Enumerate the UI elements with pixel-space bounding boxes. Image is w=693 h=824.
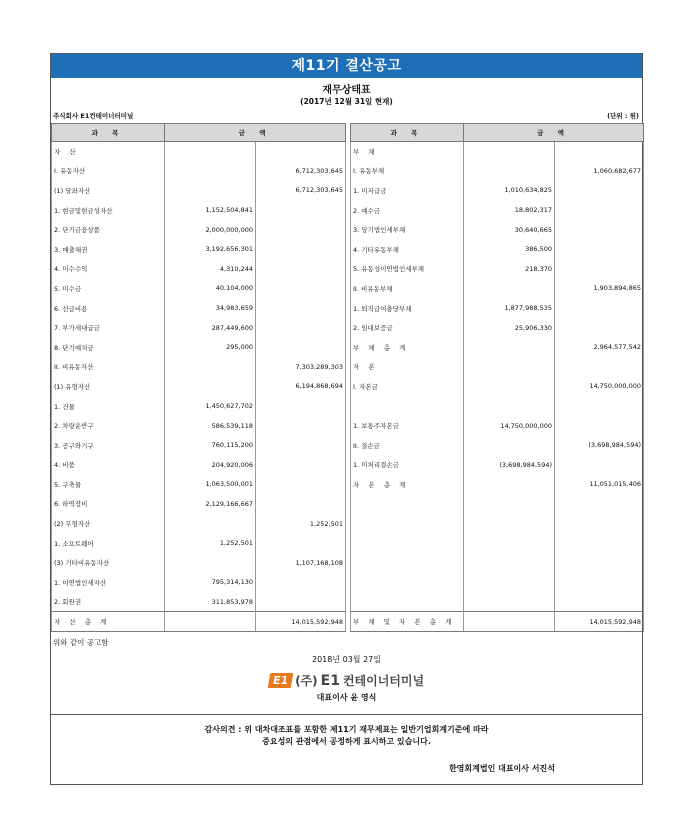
row-total-amount <box>555 396 644 416</box>
row-label: 2. 임대보증금 <box>351 318 464 338</box>
row-detail-amount: 586,539,118 <box>165 416 256 436</box>
row-detail-amount <box>464 553 555 573</box>
row-detail-amount: 795,314,130 <box>165 573 256 593</box>
row-total-amount <box>555 416 644 436</box>
row-label: 2. 단기금융상품 <box>52 220 165 240</box>
row-total-amount <box>256 239 346 259</box>
row-label: 1. 퇴직급여충당부채 <box>351 298 464 318</box>
row-label: 5. 유동성이연법인세부채 <box>351 259 464 279</box>
asset-row <box>52 259 346 279</box>
liability-equity-row <box>351 435 644 455</box>
liabilities-header <box>351 124 644 142</box>
row-detail-amount: 1,450,627,702 <box>165 396 256 416</box>
liability-equity-row <box>351 612 644 632</box>
asset-row <box>52 494 346 514</box>
row-detail-amount: 25,906,330 <box>464 318 555 338</box>
row-detail-amount: 760,115,200 <box>165 435 256 455</box>
asset-row <box>52 573 346 593</box>
auditor-signature: 한영회계법인 대표이사 서진석 <box>448 763 555 773</box>
notice-statement: 위와 같이 공고함 <box>53 637 109 647</box>
row-total-amount: 7,303,289,303 <box>256 357 346 377</box>
row-label: 4. 미수수익 <box>52 259 165 279</box>
row-total-amount <box>555 220 644 240</box>
liability-equity-row <box>351 161 644 181</box>
row-detail-amount <box>464 494 555 514</box>
announcement-title: 제11기 결산공고 <box>51 54 642 78</box>
asset-row <box>52 357 346 377</box>
row-total-amount: 14,015,592,948 <box>555 612 644 632</box>
row-total-amount <box>256 259 346 279</box>
e1-badge-icon: E1 <box>268 673 294 688</box>
row-total-amount <box>555 298 644 318</box>
audit-opinion <box>51 724 642 748</box>
row-detail-amount <box>464 396 555 416</box>
asset-row <box>52 200 346 220</box>
company-row <box>51 109 642 123</box>
divider <box>51 714 642 715</box>
row-label: 1. 소프트웨어 <box>52 533 165 553</box>
header-item: 과 목 <box>351 124 464 142</box>
row-detail-amount: 295,000 <box>165 337 256 357</box>
row-detail-amount <box>464 142 555 162</box>
audit-line-2: 중요성의 관점에서 공정하게 표시하고 있습니다. <box>262 736 431 746</box>
asset-row <box>52 592 346 612</box>
liability-equity-row <box>351 181 644 201</box>
row-label: 5. 미수금 <box>52 279 165 299</box>
company-name: 주식회사 E1컨테이너터미널 <box>53 112 134 120</box>
row-detail-amount <box>464 357 555 377</box>
row-total-amount <box>256 318 346 338</box>
assets-header <box>52 124 346 142</box>
liability-equity-row <box>351 298 644 318</box>
row-detail-amount <box>165 181 256 201</box>
row-label: 5. 구축물 <box>52 475 165 495</box>
row-label: 4. 비품 <box>52 455 165 475</box>
row-label: 1. 미처리결손금 <box>351 455 464 475</box>
row-label: I. 자본금 <box>351 377 464 397</box>
row-total-amount <box>555 239 644 259</box>
asset-row <box>52 475 346 495</box>
unit-label: (단위 : 원) <box>607 112 639 120</box>
liability-equity-row <box>351 357 644 377</box>
row-detail-amount <box>464 377 555 397</box>
row-total-amount <box>256 533 346 553</box>
row-label: 6. 선급비용 <box>52 298 165 318</box>
row-detail-amount <box>464 435 555 455</box>
row-total-amount <box>256 298 346 318</box>
liability-equity-row <box>351 533 644 553</box>
liability-equity-row <box>351 475 644 495</box>
row-total-amount <box>256 573 346 593</box>
liability-equity-row <box>351 396 644 416</box>
announcement-date: 2018년 03월 27일 <box>312 654 381 664</box>
row-detail-amount: 1,152,504,841 <box>165 200 256 220</box>
audit-line-1: 감사의견 : 위 대차대조표를 포함한 제11기 재무제표는 일반기업회계기준에 따라 <box>204 724 489 734</box>
row-label: 자 본 총 계 <box>351 475 464 495</box>
row-label: 8. 단기예치금 <box>52 337 165 357</box>
asset-row <box>52 612 346 632</box>
row-total-amount: 11,051,015,406 <box>555 475 644 495</box>
row-label: (3) 기타비유동자산 <box>52 553 165 573</box>
row-total-amount <box>256 142 346 162</box>
row-total-amount <box>555 200 644 220</box>
row-label: 3. 당기법인세부채 <box>351 220 464 240</box>
row-total-amount <box>256 279 346 299</box>
row-total-amount <box>555 592 644 612</box>
row-label <box>351 396 464 416</box>
row-detail-amount <box>165 553 256 573</box>
row-total-amount <box>555 553 644 573</box>
row-total-amount <box>256 455 346 475</box>
header-amount: 금 액 <box>165 124 346 142</box>
row-detail-amount: 1,877,988,535 <box>464 298 555 318</box>
row-total-amount <box>256 220 346 240</box>
row-detail-amount: 18,802,317 <box>464 200 555 220</box>
row-label: 부 채 및 자 본 총 계 <box>351 612 464 632</box>
row-label: 자 본 <box>351 357 464 377</box>
row-total-amount <box>256 337 346 357</box>
asset-row <box>52 279 346 299</box>
row-detail-amount: 204,920,006 <box>165 455 256 475</box>
row-total-amount <box>555 455 644 475</box>
row-detail-amount: 2,000,000,000 <box>165 220 256 240</box>
row-total-amount: 1,903,894,865 <box>555 279 644 299</box>
row-total-amount <box>555 514 644 534</box>
row-detail-amount: 386,500 <box>464 239 555 259</box>
row-label <box>351 494 464 514</box>
row-label <box>351 573 464 593</box>
row-total-amount: 6,712,303,645 <box>256 181 346 201</box>
row-label: 1. 보통주자본금 <box>351 416 464 436</box>
asset-row <box>52 337 346 357</box>
row-label: 2. 예수금 <box>351 200 464 220</box>
asset-row <box>52 377 346 397</box>
company-logo <box>51 670 642 692</box>
row-detail-amount <box>464 514 555 534</box>
row-detail-amount: 287,449,600 <box>165 318 256 338</box>
statement-date: (2017년 12월 31일 현재) <box>300 97 393 106</box>
row-total-amount <box>555 533 644 553</box>
asset-row <box>52 142 346 162</box>
row-detail-amount: 2,129,166,667 <box>165 494 256 514</box>
row-detail-amount <box>165 142 256 162</box>
row-label: 자 산 <box>52 142 165 162</box>
row-label: 7. 부가세대급금 <box>52 318 165 338</box>
asset-row <box>52 181 346 201</box>
row-detail-amount: 30,640,665 <box>464 220 555 240</box>
row-label: II. 비유동자산 <box>52 357 165 377</box>
row-detail-amount: 1,252,501 <box>165 533 256 553</box>
liability-equity-row <box>351 220 644 240</box>
liability-equity-row <box>351 514 644 534</box>
row-detail-amount: 14,750,000,000 <box>464 416 555 436</box>
asset-row <box>52 416 346 436</box>
row-label: 부 채 총 계 <box>351 337 464 357</box>
row-detail-amount <box>165 357 256 377</box>
row-label: 2. 회원권 <box>52 592 165 612</box>
row-label: I. 유동자산 <box>52 161 165 181</box>
row-label: 6. 하역장비 <box>52 494 165 514</box>
liability-equity-row <box>351 553 644 573</box>
row-detail-amount <box>165 377 256 397</box>
row-total-amount: 6,712,303,645 <box>256 161 346 181</box>
liability-equity-row <box>351 279 644 299</box>
row-detail-amount <box>464 573 555 593</box>
row-label: II. 결손금 <box>351 435 464 455</box>
row-label: I. 유동부채 <box>351 161 464 181</box>
row-detail-amount: 311,853,978 <box>165 592 256 612</box>
row-detail-amount <box>464 612 555 632</box>
liability-equity-row <box>351 239 644 259</box>
logo-prefix: (주) <box>295 674 318 689</box>
asset-row <box>52 298 346 318</box>
row-total-amount <box>256 200 346 220</box>
row-label: 부 채 <box>351 142 464 162</box>
statement-title: 재무상태표 <box>322 85 371 96</box>
row-total-amount: 1,060,682,677 <box>555 161 644 181</box>
header-item: 과 목 <box>52 124 165 142</box>
row-label: 4. 기타유동부채 <box>351 239 464 259</box>
row-label: 2. 차량운반구 <box>52 416 165 436</box>
row-detail-amount: 40,104,000 <box>165 279 256 299</box>
row-total-amount <box>256 416 346 436</box>
row-detail-amount <box>165 514 256 534</box>
row-total-amount <box>256 396 346 416</box>
row-total-amount <box>256 494 346 514</box>
row-label: 3. 매출채권 <box>52 239 165 259</box>
row-detail-amount <box>464 161 555 181</box>
liability-equity-row <box>351 142 644 162</box>
row-detail-amount: 3,192,656,301 <box>165 239 256 259</box>
balance-sheet-tables <box>51 123 642 632</box>
row-label <box>351 592 464 612</box>
header-amount: 금 액 <box>464 124 644 142</box>
asset-row <box>52 396 346 416</box>
announcement-sheet <box>50 53 643 785</box>
liability-equity-row <box>351 259 644 279</box>
row-detail-amount <box>464 592 555 612</box>
row-detail-amount <box>464 279 555 299</box>
row-label: (1) 당좌자산 <box>52 181 165 201</box>
row-detail-amount <box>464 533 555 553</box>
asset-row <box>52 553 346 573</box>
assets-table <box>51 123 346 632</box>
row-total-amount: 2,964,577,542 <box>555 337 644 357</box>
asset-row <box>52 318 346 338</box>
row-detail-amount <box>464 475 555 495</box>
asset-row <box>52 220 346 240</box>
row-label: II. 비유동부채 <box>351 279 464 299</box>
row-total-amount: 14,015,592,948 <box>256 612 346 632</box>
row-label: 1. 현금및현금성자산 <box>52 200 165 220</box>
liability-equity-row <box>351 494 644 514</box>
row-total-amount <box>555 573 644 593</box>
row-total-amount <box>555 142 644 162</box>
row-total-amount: 14,750,000,000 <box>555 377 644 397</box>
row-total-amount <box>555 181 644 201</box>
ceo-name: 대표이사 윤 영식 <box>316 692 377 702</box>
row-detail-amount: 218,370 <box>464 259 555 279</box>
row-total-amount <box>555 357 644 377</box>
row-total-amount: 1,252,501 <box>256 514 346 534</box>
liability-equity-row <box>351 573 644 593</box>
row-total-amount <box>555 259 644 279</box>
row-label <box>351 533 464 553</box>
row-detail-amount <box>464 337 555 357</box>
asset-row <box>52 455 346 475</box>
row-detail-amount: 34,983,659 <box>165 298 256 318</box>
row-total-amount <box>555 494 644 514</box>
row-total-amount: 1,107,168,108 <box>256 553 346 573</box>
row-label: 1. 이연법인세자산 <box>52 573 165 593</box>
asset-row <box>52 435 346 455</box>
row-label: 3. 공구와기구 <box>52 435 165 455</box>
row-label: 1. 건물 <box>52 396 165 416</box>
liability-equity-row <box>351 455 644 475</box>
asset-row <box>52 239 346 259</box>
row-total-amount: (3,698,984,594) <box>555 435 644 455</box>
liabilities-equity-table <box>350 123 644 632</box>
row-total-amount <box>256 475 346 495</box>
row-label: 자 산 총 계 <box>52 612 165 632</box>
liability-equity-row <box>351 337 644 357</box>
liability-equity-row <box>351 318 644 338</box>
row-detail-amount <box>165 161 256 181</box>
liability-equity-row <box>351 377 644 397</box>
liability-equity-row <box>351 416 644 436</box>
liability-equity-row <box>351 200 644 220</box>
row-label: 1. 미지급금 <box>351 181 464 201</box>
logo-name: 컨테이너터미널 <box>342 674 425 689</box>
row-detail-amount <box>165 612 256 632</box>
asset-row <box>52 514 346 534</box>
row-total-amount <box>256 435 346 455</box>
row-total-amount <box>555 318 644 338</box>
row-detail-amount: (3,698,984,594) <box>464 455 555 475</box>
row-label <box>351 553 464 573</box>
row-label: (2) 무형자산 <box>52 514 165 534</box>
row-total-amount: 6,194,868,694 <box>256 377 346 397</box>
liability-equity-row <box>351 592 644 612</box>
row-label <box>351 514 464 534</box>
row-detail-amount: 1,010,634,825 <box>464 181 555 201</box>
row-detail-amount: 1,063,500,001 <box>165 475 256 495</box>
row-total-amount <box>256 592 346 612</box>
row-label: (1) 유형자산 <box>52 377 165 397</box>
asset-row <box>52 161 346 181</box>
row-detail-amount: 4,310,244 <box>165 259 256 279</box>
asset-row <box>52 533 346 553</box>
logo-brand: E1 <box>320 672 340 689</box>
